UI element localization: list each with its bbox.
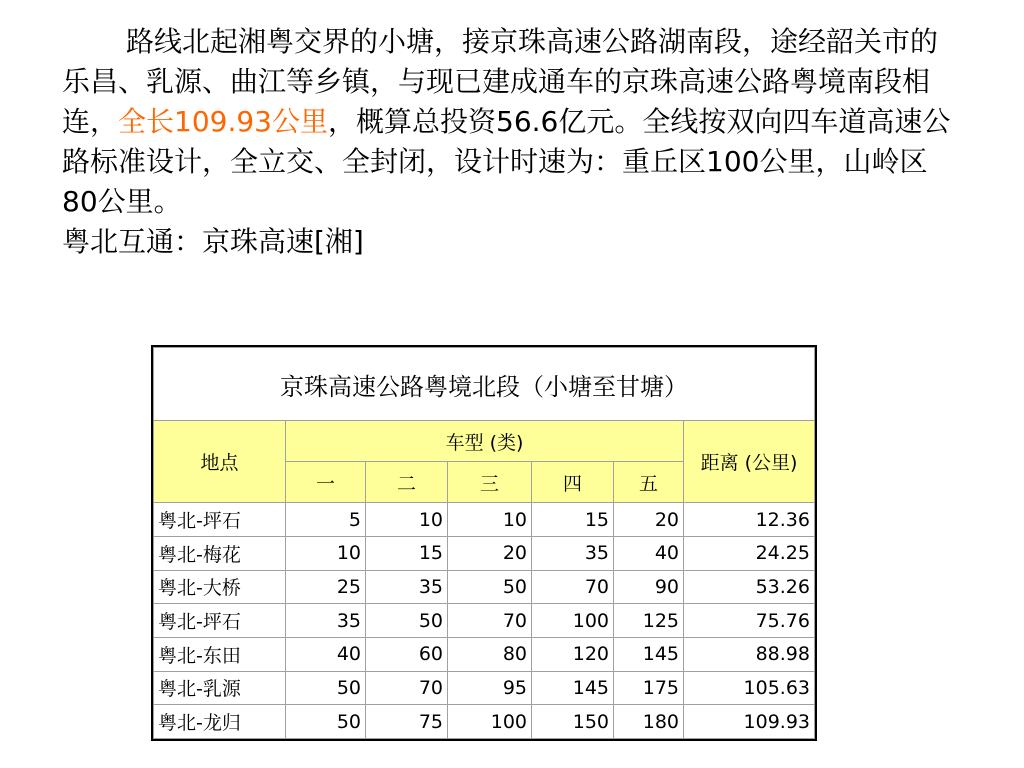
cell-toll-type-4: 145 — [532, 671, 614, 705]
cell-toll-type-3: 95 — [448, 671, 532, 705]
table-title-row — [154, 348, 815, 421]
cell-toll-type-1: 40 — [286, 637, 366, 671]
cell-toll-type-5: 180 — [614, 705, 684, 739]
header-type-1: 一 — [286, 462, 366, 503]
cell-toll-type-1: 5 — [286, 503, 366, 537]
cell-toll-type-2: 70 — [366, 671, 448, 705]
cell-toll-type-2: 60 — [366, 637, 448, 671]
toll-table — [153, 347, 815, 739]
cell-distance: 109.93 — [684, 705, 815, 739]
highlight-total-length: 全长109.93公里 — [118, 105, 328, 138]
cell-toll-type-3: 20 — [448, 536, 532, 570]
cell-distance: 88.98 — [684, 637, 815, 671]
table-row — [154, 503, 815, 537]
table-title: 京珠高速公路粤境北段（小塘至甘塘） — [154, 348, 815, 421]
cell-toll-type-4: 15 — [532, 503, 614, 537]
table-body — [154, 503, 815, 739]
cell-toll-type-1: 35 — [286, 604, 366, 638]
table-row — [154, 637, 815, 671]
paragraph-text-1: 路线北起湘粤交界的小塘，接京珠高速公路湖南段，途经韶关市的乐昌、乳源、曲江等乡镇，与现已建成通车的京珠高速公路粤境南段相连， — [62, 25, 939, 138]
header-vehicle-type: 车型 (类) — [286, 421, 684, 462]
cell-toll-type-3: 70 — [448, 604, 532, 638]
cell-location: 粤北-大桥 — [154, 570, 286, 604]
cell-distance: 12.36 — [684, 503, 815, 537]
cell-toll-type-3: 100 — [448, 705, 532, 739]
cell-distance: 24.25 — [684, 536, 815, 570]
cell-toll-type-5: 20 — [614, 503, 684, 537]
cell-toll-type-1: 50 — [286, 671, 366, 705]
table-row — [154, 604, 815, 638]
cell-toll-type-4: 100 — [532, 604, 614, 638]
cell-location: 粤北-东田 — [154, 637, 286, 671]
cell-toll-type-5: 90 — [614, 570, 684, 604]
cell-toll-type-3: 50 — [448, 570, 532, 604]
cell-toll-type-5: 145 — [614, 637, 684, 671]
cell-toll-type-1: 10 — [286, 536, 366, 570]
paragraph-text-2: ，概算总投资56.6亿元。全线按双向四车道高速公路标准设计，全立交、全封闭，设计时速为：重丘区100公里，山岭区80公里。 — [62, 105, 951, 218]
cell-toll-type-4: 120 — [532, 637, 614, 671]
cell-toll-type-2: 15 — [366, 536, 448, 570]
cell-toll-type-3: 10 — [448, 503, 532, 537]
cell-toll-type-2: 75 — [366, 705, 448, 739]
header-distance: 距离 (公里) — [684, 421, 815, 503]
cell-toll-type-5: 175 — [614, 671, 684, 705]
cell-toll-type-5: 125 — [614, 604, 684, 638]
table-row — [154, 570, 815, 604]
cell-toll-type-2: 35 — [366, 570, 448, 604]
table-row — [154, 705, 815, 739]
cell-toll-type-5: 40 — [614, 536, 684, 570]
interchange-line: 粤北互通：京珠高速[湘] — [62, 225, 364, 258]
cell-location: 粤北-乳源 — [154, 671, 286, 705]
cell-toll-type-4: 70 — [532, 570, 614, 604]
table-row — [154, 536, 815, 570]
body-paragraph — [62, 22, 962, 262]
toll-table-container — [151, 345, 817, 741]
cell-toll-type-4: 150 — [532, 705, 614, 739]
cell-distance: 53.26 — [684, 570, 815, 604]
header-location: 地点 — [154, 421, 286, 503]
header-type-2: 二 — [366, 462, 448, 503]
cell-toll-type-2: 50 — [366, 604, 448, 638]
header-type-4: 四 — [532, 462, 614, 503]
cell-toll-type-2: 10 — [366, 503, 448, 537]
cell-location: 粤北-梅花 — [154, 536, 286, 570]
header-row-1 — [154, 421, 815, 462]
cell-location: 粤北-坪石 — [154, 503, 286, 537]
cell-toll-type-4: 35 — [532, 536, 614, 570]
cell-toll-type-1: 25 — [286, 570, 366, 604]
cell-location: 粤北-坪石 — [154, 604, 286, 638]
cell-distance: 105.63 — [684, 671, 815, 705]
table-row — [154, 671, 815, 705]
cell-toll-type-1: 50 — [286, 705, 366, 739]
header-type-5: 五 — [614, 462, 684, 503]
header-type-3: 三 — [448, 462, 532, 503]
cell-distance: 75.76 — [684, 604, 815, 638]
cell-location: 粤北-龙归 — [154, 705, 286, 739]
cell-toll-type-3: 80 — [448, 637, 532, 671]
